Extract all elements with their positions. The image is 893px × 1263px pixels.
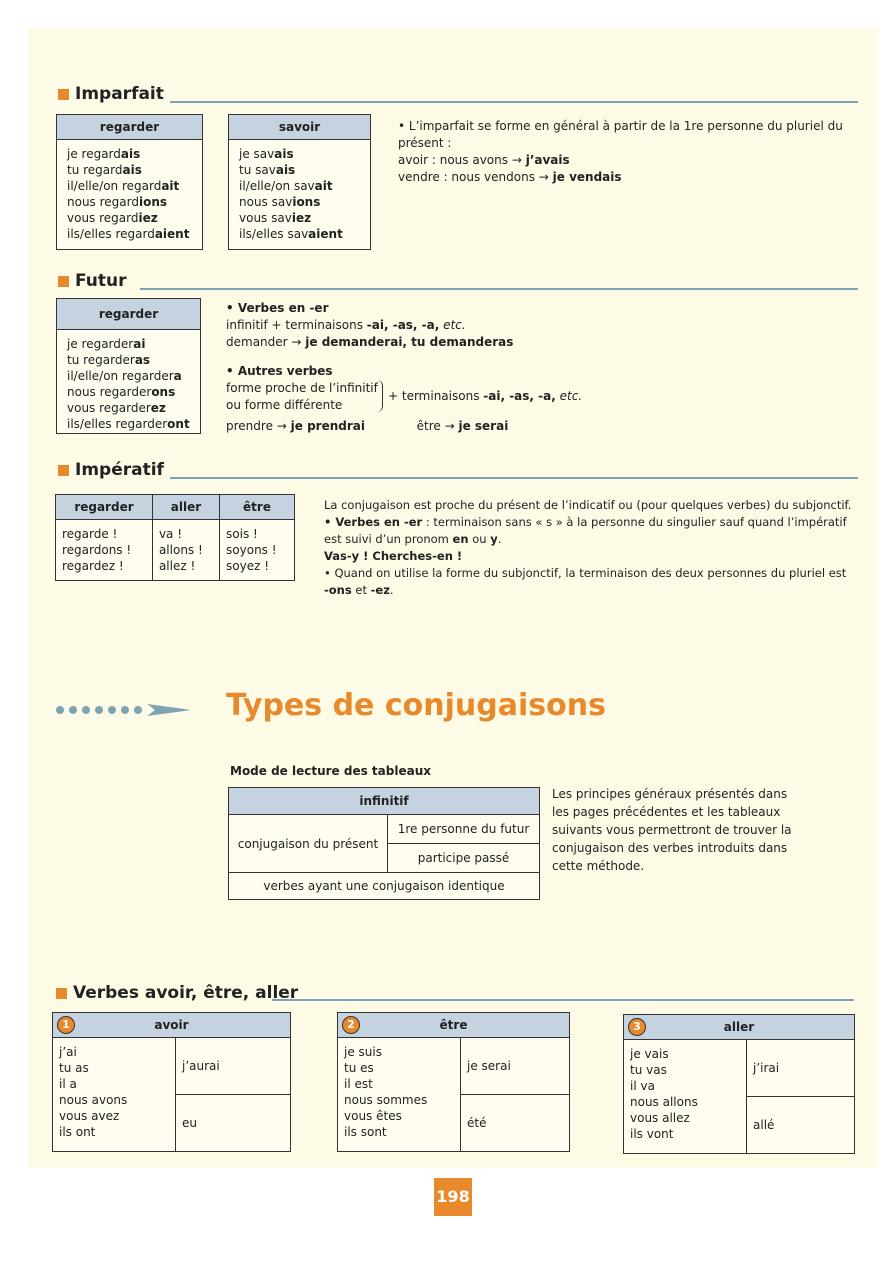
- verbes-rule: [272, 999, 854, 1001]
- brace: [376, 380, 383, 412]
- verb-header: 3 aller: [624, 1015, 855, 1040]
- col-header: être: [220, 495, 295, 520]
- imperatif-rule: [170, 477, 858, 479]
- verb-header: 2 être: [338, 1013, 570, 1038]
- futur-rule: [140, 288, 858, 290]
- note-line: forme proche de l’infinitif: [226, 381, 378, 395]
- section-marker: [58, 276, 69, 287]
- mode-right-bottom: participe passé: [388, 844, 540, 873]
- conjugation-line: nous savions: [239, 195, 321, 209]
- col-header: aller: [152, 495, 219, 520]
- futur-title: Futur: [58, 271, 126, 291]
- conjugation-line: il/elle/on savait: [239, 179, 333, 193]
- futur-cell: je serai: [461, 1038, 570, 1095]
- note-line: avoir : nous avons → j’avais: [398, 153, 570, 167]
- mode-header: infinitif: [229, 788, 540, 815]
- mode-right-top: 1re personne du futur: [388, 815, 540, 844]
- note-line: • L’imparfait se forme en général à partir de la 1re personne du pluriel du présent :: [398, 119, 843, 150]
- conjugation-line: vous regarderez: [67, 401, 166, 415]
- note-line: vendre : nous vendons → je vendais: [398, 170, 622, 184]
- mode-bottom: verbes ayant une conjugaison identique: [229, 873, 540, 900]
- note-line: est suivi d’un pronom en ou y.: [324, 532, 502, 546]
- futur-cell: j’irai: [747, 1040, 855, 1097]
- verb-table-avoir: [52, 1012, 291, 1152]
- conjugation-line: nous regarderons: [67, 385, 176, 399]
- conjugation-line: je regarderai: [67, 337, 146, 351]
- col-header: regarder: [56, 495, 153, 520]
- table-header: savoir: [229, 115, 370, 140]
- verb-table-aller: [623, 1014, 855, 1154]
- imparfait-note: [398, 118, 878, 186]
- futur-note: [226, 300, 626, 435]
- note-line: + terminaisons -ai, -as, -a, etc.: [388, 389, 583, 403]
- conjugation-line: il/elle/on regardait: [67, 179, 180, 193]
- note-line: demander → je demanderai, tu demanderas: [226, 335, 514, 349]
- participe-cell: été: [461, 1095, 570, 1152]
- number-badge: 3: [628, 1018, 646, 1036]
- mode-label: Mode de lecture des tableaux: [230, 764, 431, 778]
- present-cell: je suis tu es il est nous sommes vous êtes ils sont: [338, 1038, 461, 1152]
- note-line: ou forme différente: [226, 398, 343, 412]
- conjugation-line: il/elle/on regardera: [67, 369, 182, 383]
- verb-table-etre: [337, 1012, 570, 1152]
- verbes-title: Verbes avoir, être, aller: [56, 983, 298, 1003]
- section-marker: [56, 988, 67, 999]
- note-line: • Quand on utilise la forme du subjonctif, la terminaison des deux personnes du pluriel est: [324, 566, 847, 580]
- section-marker: [58, 89, 69, 100]
- futur-cell: j’aurai: [176, 1038, 291, 1095]
- conjugation-line: tu savais: [239, 163, 296, 177]
- mode-left: conjugaison du présent: [229, 815, 388, 873]
- note-line: • Verbes en -er : terminaison sans « s » à la personne du singulier sauf quand l’impératif: [324, 515, 847, 529]
- page-number: 198: [434, 1178, 472, 1216]
- imparfait-rule: [170, 101, 858, 103]
- note-line: -ons et -ez.: [324, 583, 394, 597]
- table-header: regarder: [57, 299, 200, 330]
- conjugation-line: nous regardions: [67, 195, 168, 209]
- types-title: Types de conjugaisons: [226, 688, 606, 723]
- imperatif-table: [55, 494, 295, 581]
- conjugation-lines: [57, 140, 202, 248]
- conjugation-line: je savais: [239, 147, 294, 161]
- conjugation-line: ils/elles regarderont: [67, 417, 190, 431]
- participe-cell: allé: [747, 1097, 855, 1154]
- note-line: • Autres verbes: [226, 364, 333, 378]
- arrow-icon: [147, 700, 191, 720]
- imperatif-cell: sois ! soyons ! soyez !: [220, 520, 295, 581]
- conjugation-line: tu regarderas: [67, 353, 151, 367]
- note-line: • Verbes en -er: [226, 301, 329, 315]
- note-line: infinitif + terminaisons -ai, -as, -a, etc.: [226, 318, 466, 332]
- imperatif-note: [324, 497, 864, 599]
- dots-arrow: [56, 700, 191, 720]
- number-badge: 1: [57, 1016, 75, 1034]
- conjugation-line: je regardais: [67, 147, 141, 161]
- note-line: Vas-y ! Cherches-en !: [324, 549, 463, 563]
- number-badge: 2: [342, 1016, 360, 1034]
- types-description: Les principes généraux présentés dans les pages précédentes et les tableaux suivants vous permettront de trouver la conjugaison des verbes introduits dans cette méthode.: [552, 787, 792, 873]
- imperatif-cell: regarde ! regardons ! regardez !: [56, 520, 153, 581]
- note-line: prendre → je prendrai être → je serai: [226, 419, 509, 433]
- present-cell: j’ai tu as il a nous avons vous avez ils ont: [53, 1038, 176, 1152]
- imperatif-title: Impératif: [58, 460, 164, 480]
- brace-group: [226, 380, 626, 414]
- imparfait-regarder-table: [56, 114, 203, 250]
- imparfait-savoir-table: [228, 114, 371, 250]
- conjugation-line: vous regardiez: [67, 211, 158, 225]
- present-cell: je vais tu vas il va nous allons vous allez ils vont: [624, 1040, 747, 1154]
- mode-table: [228, 787, 540, 900]
- conjugation-line: ils/elles regardaient: [67, 227, 190, 241]
- section-marker: [58, 465, 69, 476]
- note-line: La conjugaison est proche du présent de l’indicatif ou (pour quelques verbes) du subjonctif.: [324, 498, 852, 512]
- verb-header: 1 avoir: [53, 1013, 291, 1038]
- conjugation-lines: [229, 140, 370, 248]
- conjugation-lines: [57, 330, 200, 438]
- futur-regarder-table: [56, 298, 201, 434]
- imparfait-title: Imparfait: [58, 84, 164, 104]
- conjugation-line: tu regardais: [67, 163, 142, 177]
- participe-cell: eu: [176, 1095, 291, 1152]
- table-header: regarder: [57, 115, 202, 140]
- conjugation-line: vous saviez: [239, 211, 312, 225]
- conjugation-line: ils/elles savaient: [239, 227, 343, 241]
- imperatif-cell: va ! allons ! allez !: [152, 520, 219, 581]
